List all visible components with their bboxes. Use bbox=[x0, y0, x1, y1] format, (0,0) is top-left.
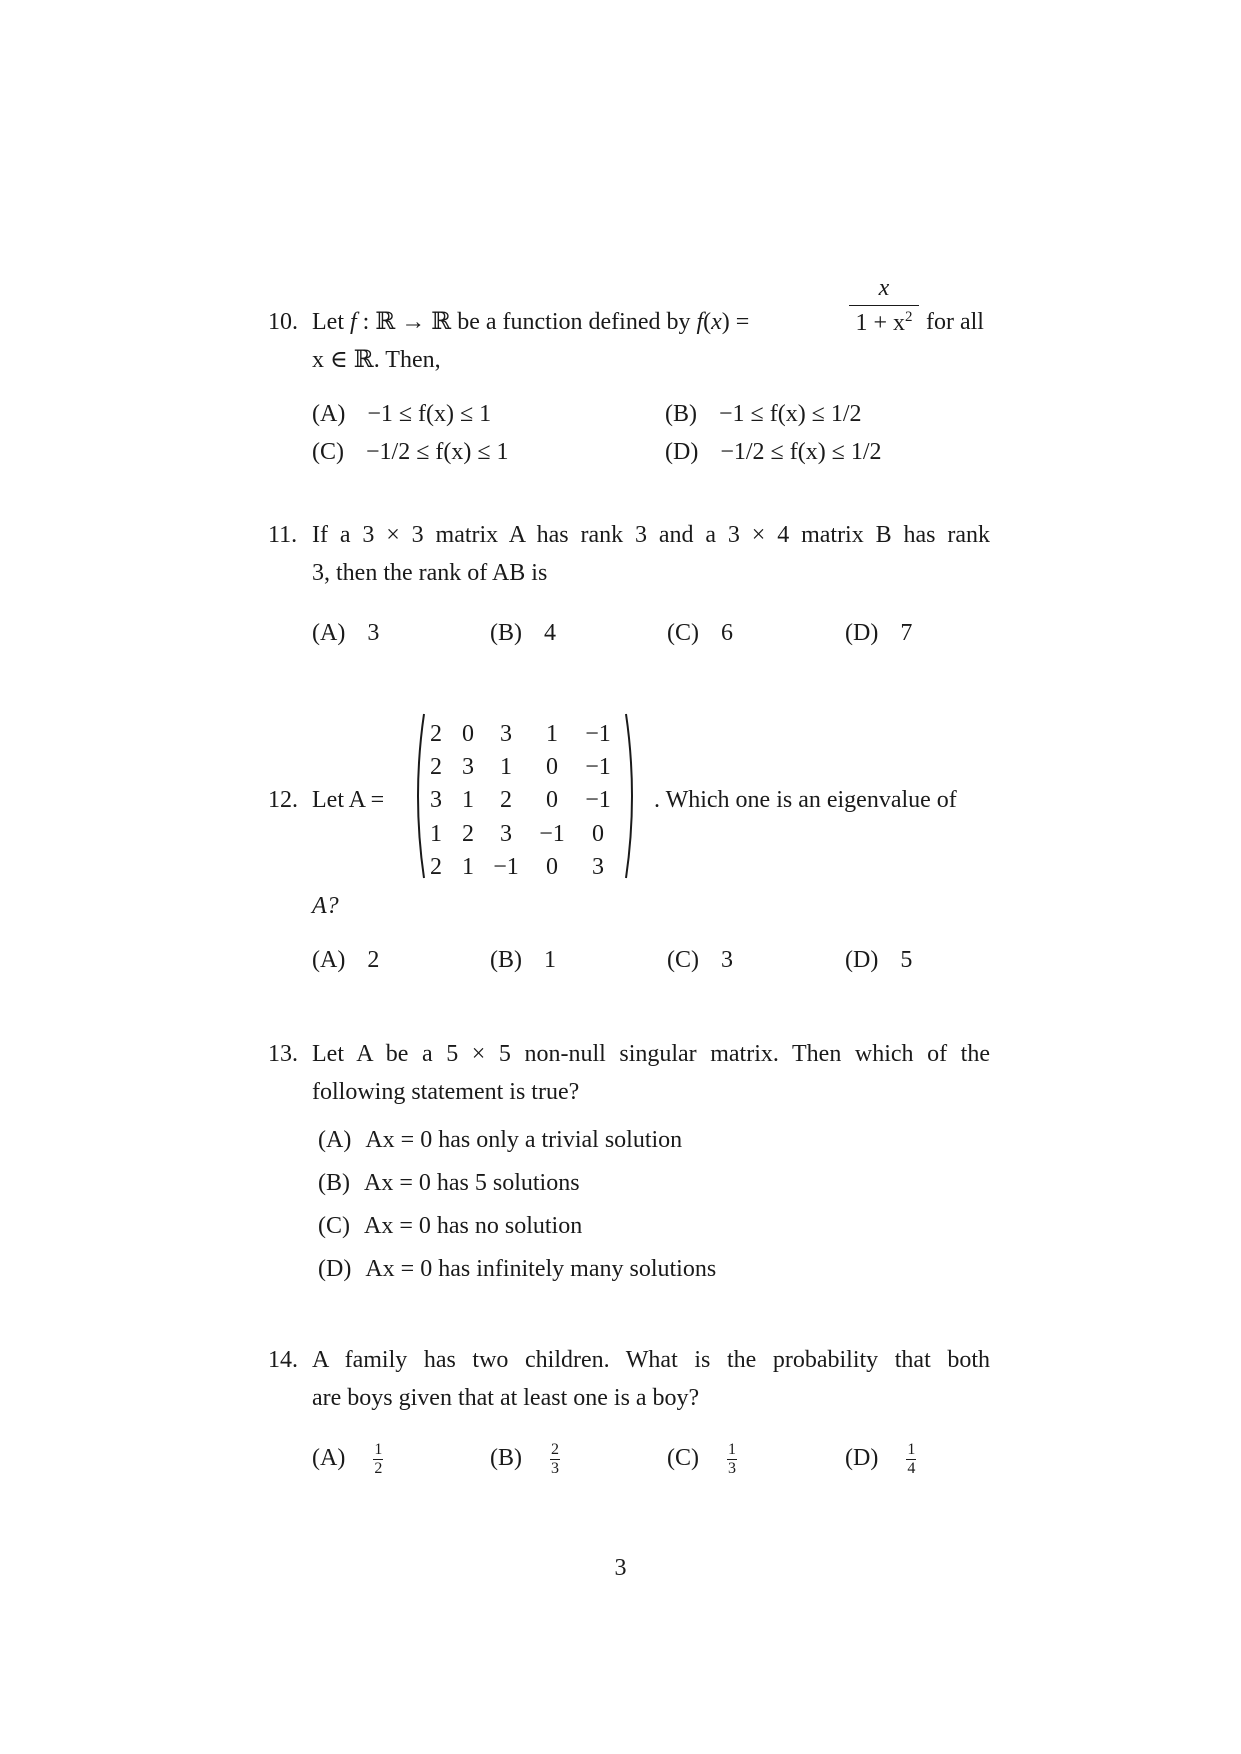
matrix-cell: −1 bbox=[539, 821, 565, 847]
option-d[interactable]: (D) $\frac{1}{4}$ bbox=[845, 1441, 916, 1477]
option-a[interactable]: (A) Ax = 0 has only a trivial solution bbox=[318, 1127, 683, 1153]
question-number: 12. bbox=[268, 787, 298, 813]
option-b[interactable]: (B) 4 bbox=[490, 620, 556, 646]
matrix bbox=[410, 712, 638, 892]
fraction: $\frac{1}{2}$ bbox=[374, 1441, 383, 1477]
matrix-cell: 0 bbox=[546, 754, 558, 780]
question-text: A family has two children. What is the probability that both bbox=[312, 1347, 990, 1373]
matrix-cell: 3 bbox=[592, 854, 604, 880]
question-number: 10. bbox=[268, 309, 298, 335]
option-a[interactable]: (A) −1 ≤ f(x) ≤ 1 bbox=[312, 401, 492, 427]
matrix-cell: 1 bbox=[500, 754, 512, 780]
fraction: $\frac{2}{3}$ bbox=[551, 1441, 559, 1477]
matrix-cell: 3 bbox=[500, 721, 512, 747]
question-text-line2: are boys given that at least one is a boy? bbox=[312, 1385, 700, 1411]
page-number: 3 bbox=[614, 1555, 627, 1581]
question-number: 14. bbox=[268, 1347, 298, 1373]
matrix-cell: 2 bbox=[430, 721, 442, 747]
matrix-cell: 2 bbox=[430, 754, 442, 780]
option-a[interactable]: (A) 3 bbox=[312, 620, 380, 646]
matrix-cell: −1 bbox=[585, 721, 611, 747]
question-12 bbox=[268, 710, 990, 990]
option-b[interactable]: (B) $\frac{2}{3}$ bbox=[490, 1441, 559, 1477]
matrix-cell: 3 bbox=[430, 787, 442, 813]
question-13 bbox=[268, 1040, 990, 1290]
matrix-cell: 1 bbox=[462, 787, 474, 813]
question-14 bbox=[268, 1346, 990, 1486]
question-10 bbox=[268, 275, 990, 468]
matrix-cell: 2 bbox=[462, 821, 474, 847]
question-11 bbox=[268, 521, 990, 651]
question-text: If a 3 × 3 matrix A has rank 3 and a 3 × 4 matrix B has rank bbox=[312, 522, 990, 548]
option-c[interactable]: (C) Ax = 0 has no solution bbox=[318, 1213, 583, 1239]
matrix-cell: 0 bbox=[546, 854, 558, 880]
matrix-cell: 2 bbox=[430, 854, 442, 880]
option-b[interactable]: (B) 1 bbox=[490, 947, 556, 973]
matrix-cell: 1 bbox=[430, 821, 442, 847]
question-text: Let f : ℝ → ℝ be a function defined by f(x) = bbox=[312, 309, 750, 335]
option-d[interactable]: (D) 7 bbox=[845, 620, 913, 646]
fraction: $\frac{1}{3}$ bbox=[728, 1441, 736, 1477]
option-b[interactable]: (B) −1 ≤ f(x) ≤ 1/2 bbox=[665, 401, 862, 427]
fraction: $\frac{1}{4}$ bbox=[907, 1441, 916, 1477]
option-c[interactable]: (C) $\frac{1}{3}$ bbox=[667, 1441, 736, 1477]
matrix-cell: 1 bbox=[546, 721, 558, 747]
question-text-line2: x ∈ ℝ. Then, bbox=[312, 347, 441, 373]
question-prefix: Let A = bbox=[312, 787, 385, 813]
right-paren-icon bbox=[624, 712, 640, 880]
matrix-cell: 3 bbox=[462, 754, 474, 780]
question-suffix: . Which one is an eigenvalue of bbox=[654, 787, 957, 813]
question-text: Let A be a 5 × 5 non-null singular matrix. Then which of the bbox=[312, 1041, 990, 1067]
option-d[interactable]: (D) 5 bbox=[845, 947, 913, 973]
matrix-cell: 2 bbox=[500, 787, 512, 813]
matrix-cell: −1 bbox=[585, 787, 611, 813]
option-c[interactable]: (C) 6 bbox=[667, 620, 733, 646]
option-a[interactable]: (A) 2 bbox=[312, 947, 380, 973]
matrix-cell: 0 bbox=[592, 821, 604, 847]
question-text-line2: 3, then the rank of AB is bbox=[312, 560, 548, 586]
option-b[interactable]: (B) Ax = 0 has 5 solutions bbox=[318, 1170, 580, 1196]
question-number: 13. bbox=[268, 1041, 298, 1067]
question-text-line2: following statement is true? bbox=[312, 1079, 580, 1105]
fraction: x $1 + x^2$ bbox=[843, 274, 925, 338]
matrix-cell: 3 bbox=[500, 821, 512, 847]
matrix-cell: 1 bbox=[462, 854, 474, 880]
question-text-line2: A? bbox=[312, 893, 339, 919]
option-a[interactable]: (A) $\frac{1}{2}$ bbox=[312, 1441, 383, 1477]
option-d[interactable]: (D) −1/2 ≤ f(x) ≤ 1/2 bbox=[665, 439, 882, 465]
question-number: 11. bbox=[268, 522, 298, 548]
option-c[interactable]: (C) 3 bbox=[667, 947, 733, 973]
option-c[interactable]: (C) −1/2 ≤ f(x) ≤ 1 bbox=[312, 439, 509, 465]
option-d[interactable]: (D) Ax = 0 has infinitely many solutions bbox=[318, 1256, 717, 1282]
question-text-suffix: for all bbox=[926, 309, 984, 335]
matrix-cell: 0 bbox=[462, 721, 474, 747]
matrix-cell: 0 bbox=[546, 787, 558, 813]
matrix-cell: −1 bbox=[493, 854, 519, 880]
matrix-cell: −1 bbox=[585, 754, 611, 780]
